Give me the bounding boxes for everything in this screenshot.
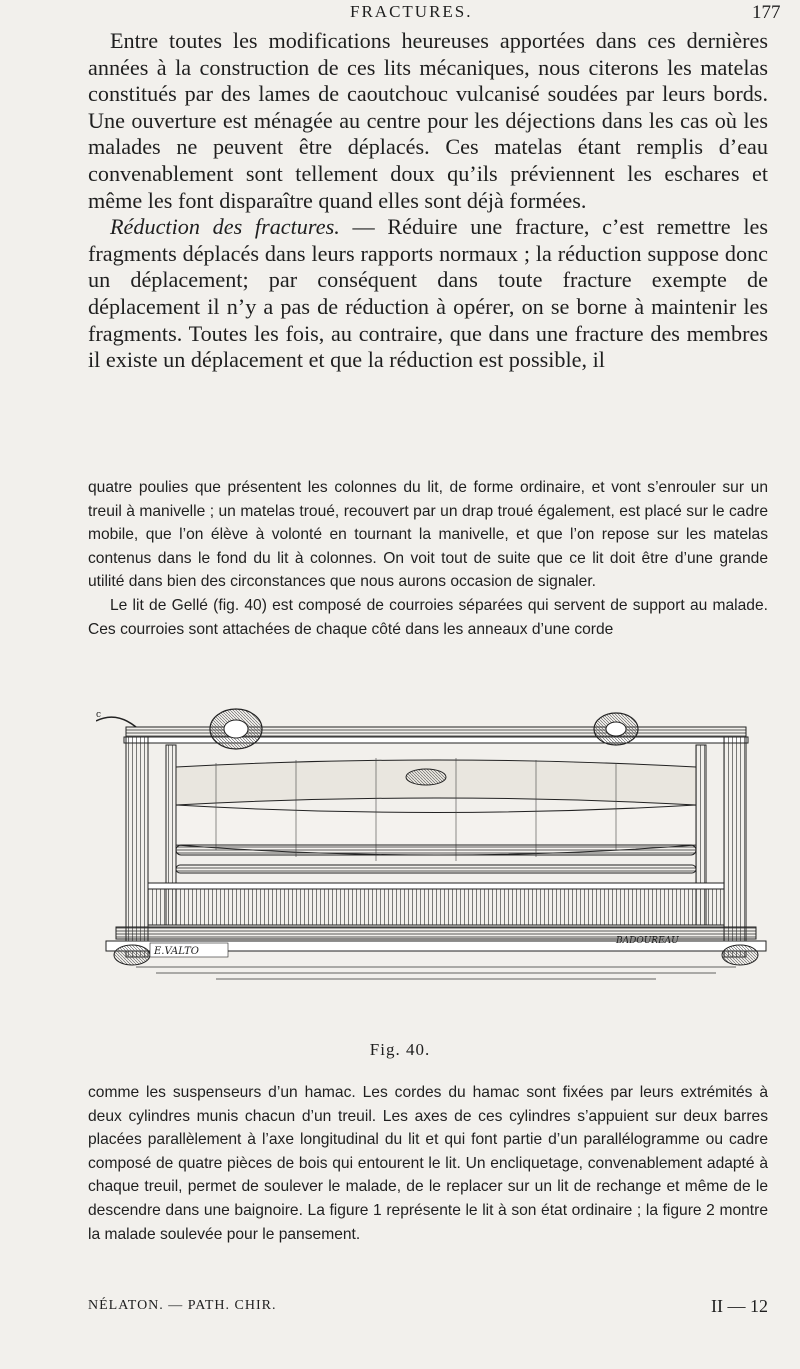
running-head <box>0 2 800 28</box>
engraver-right-signature: BADOUREAU <box>616 936 679 946</box>
main-paragraph-2-body: — Réduire une fracture, c’est remettre les fragments déplacés dans leurs rapports normaux ; la réduction suppose donc un déplacement; par conséquent dans toute fracture exempte de déplacement il n’y a pas de réduction à opérer, on se borne à maintenir les fragments. Toutes les fois, au contraire, que dans une fracture des membres il existe un déplacement et que la réduction est possible, il <box>88 214 768 373</box>
engraver-left-signature: E.VALTO <box>154 946 199 957</box>
footer-sheet-number: II — 12 <box>711 1296 768 1316</box>
small-text-upper <box>88 476 768 641</box>
section-heading-reduction: Réduction des fractures. <box>110 214 340 240</box>
main-paragraph-1: Entre toutes les modifications heureuses apportées dans ces dernières années à la construction de ces lits mécaniques, nous citerons les matelas constitués par des lames de caoutchouc vulcanisé soudées par leurs bords. Une ouverture est ménagée au centre pour les déjections dans les cas où les malades ne peuvent être déplacés. Ces matelas étant remplis d’eau convenablement sont tellement doux qu’ils préviennent les eschares et même les font disparaître quand elles sont déjà formées. <box>88 28 768 213</box>
figure-bed-engraving <box>96 705 776 1005</box>
figure-caption: Fig. 40. <box>369 1040 431 1059</box>
small-paragraph-1: quatre poulies que présentent les colonnes du lit, de forme ordinaire, et vont s’enrouler sur un treuil à manivelle ; un matelas troué, recouvert par un drap troué également, est placé sur le cadre mobile, que l’on élève à volonté en tournant la manivelle, et que l’on repose sur les matelas contenus dans le fond du lit à colonnes. On voit tout de suite que ce lit doit être d’une grande utilité dans bien des circonstances que nous aurons occasion de signaler. <box>88 479 768 591</box>
running-head-title: FRACTURES. <box>350 2 473 21</box>
svg-text:c: c <box>96 710 102 720</box>
small-text-lower <box>88 1081 768 1246</box>
small-paragraph-3: comme les suspenseurs d’un hamac. Les cordes du hamac sont fixées par leurs extrémités à deux cylindres munis chacun d’un treuil. Les axes de ces cylindres s’appuient sur deux barres placées parallèlement à l’axe longitudinal du lit et qui font partie d’un parallélogramme ou cadre composé de quatre pièces de bois qui entourent le lit. Un encliquetage, convenablement adapté à chaque treuil, permet de soulever le malade, de le replacer sur un lit de rechange et même de le descendre dans une baignoire. La figure 1 représente le lit à son état ordinaire ; la figure 2 montre la malade soulevée pour le pansement. <box>88 1084 768 1243</box>
page-footer <box>88 1298 768 1322</box>
page-number: 177 <box>752 2 781 23</box>
main-paragraph-2 <box>88 214 768 374</box>
footer-signature: NÉLATON. — PATH. CHIR. <box>88 1298 277 1313</box>
main-text <box>88 28 768 374</box>
bed-illustration <box>96 705 776 1005</box>
small-paragraph-2: Le lit de Gellé (fig. 40) est composé de courroies séparées qui servent de support au malade. Ces courroies sont attachées de chaque côté dans les anneaux d’une corde <box>88 596 768 638</box>
